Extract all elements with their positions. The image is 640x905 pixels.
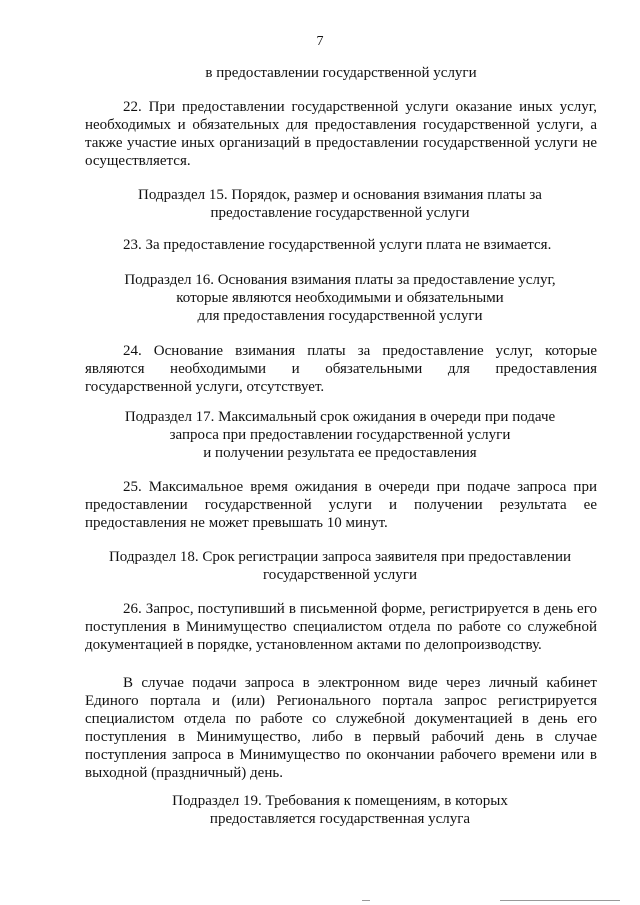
page-number: 7 — [316, 34, 324, 49]
continuation-line: в предоставлении государственной услуги — [205, 65, 477, 81]
heading-subsection-15 — [80, 186, 600, 222]
heading-line: Подраздел 15. Порядок, размер и основания взимания платы за — [138, 187, 542, 203]
heading-subsection-17 — [80, 408, 600, 462]
paragraph-22: 22. При предоставлении государственной услуги оказание иных услуг, необходимых и обязательных для предоставления государственной услуги, а также участие иных организаций в предоставлении государственной услуги не осуществляется. — [85, 99, 597, 169]
paragraph-23: 23. За предоставление государственной услуги плата не взимается. — [123, 237, 552, 253]
paragraph-24: 24. Основание взимания платы за предоставление услуг, которые являются необходимыми и обязательными для предоставления государственной услуги, отсутствует. — [85, 343, 597, 395]
heading-subsection-19 — [80, 792, 600, 828]
paragraph-26: 26. Запрос, поступивший в письменной форме, регистрируется в день его поступления в Минимущество специалистом отдела по работе со служебной документацией в порядке, установленном актами по делопроизводству. — [85, 601, 597, 653]
heading-line: Подраздел 16. Основания взимания платы за предоставление услуг, — [124, 272, 556, 288]
scan-artifact — [500, 900, 620, 901]
heading-line: которые являются необходимыми и обязательными — [176, 290, 504, 306]
heading-line: Подраздел 18. Срок регистрации запроса заявителя при предоставлении — [108, 549, 572, 565]
heading-line: и получении результата ее предоставления — [203, 445, 477, 461]
paragraph-26-continued: В случае подачи запроса в электронном виде через личный кабинет Единого портала и (или) Регионального портала запрос регистрируется специалистом отдела по работе со служебной документацией в день его поступления в Минимущество, либо в первый рабочий день в случае поступления запроса в Минимущество по окончании рабочего времени или в выходной (праздничный) день. — [85, 675, 597, 781]
heading-line: для предоставления государственной услуги — [197, 308, 483, 324]
heading-subsection-18 — [80, 548, 600, 584]
heading-line: запроса при предоставлении государственной услуги — [169, 427, 511, 443]
scan-artifact — [362, 900, 370, 901]
heading-line: государственной услуги — [263, 567, 417, 583]
paragraph-25: 25. Максимальное время ожидания в очереди при подаче запроса при предоставлении государственной услуги и получении результата ее предоставления не может превышать 10 минут. — [85, 479, 597, 531]
heading-line: Подраздел 19. Требования к помещениям, в которых — [172, 793, 508, 809]
heading-line: предоставление государственной услуги — [210, 205, 470, 221]
heading-subsection-16 — [80, 271, 600, 325]
heading-line: предоставляется государственная услуга — [209, 811, 471, 827]
heading-line: Подраздел 17. Максимальный срок ожидания в очереди при подаче — [124, 409, 556, 425]
